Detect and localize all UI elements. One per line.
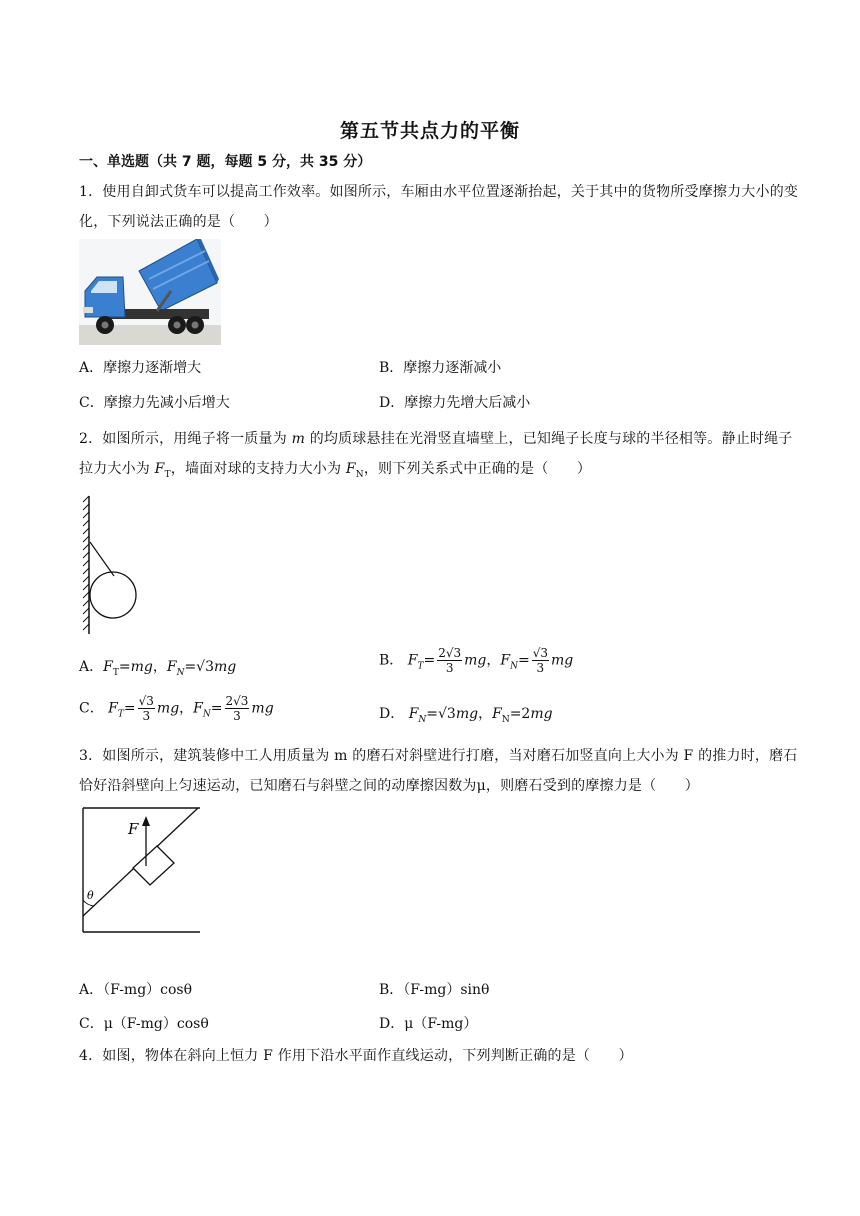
question-1-text: 1．使用自卸式货车可以提高工作效率。如图所示，车厢由水平位置逐渐抬起，关于其中的货物所受摩擦力大小的变化，下列说法正确的是（ ） bbox=[79, 184, 799, 230]
force-label-f: F bbox=[128, 820, 139, 838]
question-3-text: 3．如图所示，建筑装修中工人用质量为 m 的磨石对斜壁进行打磨，当对磨石加竖直向上大小为 F 的推力时，磨石恰好沿斜壁向上匀速运动，已知磨石与斜壁之间的动摩擦因数为μ，则磨石受到的摩擦力是（ ） bbox=[79, 748, 798, 794]
q2-option-d: D． $F_N=√3mg$，$F_N=2mg$ bbox=[379, 706, 553, 725]
question-4-text: 4．如图，物体在斜向上恒力 F 作用下沿水平面作直线运动，下列判断正确的是（ ） bbox=[79, 1048, 633, 1064]
grindstone-incline-diagram bbox=[80, 806, 204, 934]
q1-option-d: D．摩擦力先增大后减小 bbox=[379, 395, 531, 411]
q1-option-c: C．摩擦力先减小后增大 bbox=[79, 395, 230, 411]
page-title: 第五节共点力的平衡 bbox=[339, 120, 520, 142]
q2-option-a: A．$F_T=mg$，$F_N=√3mg$ bbox=[79, 659, 237, 678]
q2-option-c: C． $F_T=$ $\frac{√3}{3}$ mg，$F_N=$ $\frac{2√3}{3}$ mg bbox=[79, 694, 274, 723]
dump-truck-image bbox=[79, 239, 221, 345]
q3-option-a: A．（F-mg）cosθ bbox=[79, 982, 193, 998]
question-2-text: 2．如图所示，用绳子将一质量为 m 的均质球悬挂在光滑竖直墙壁上，已知绳子长度与球的半径相等。静止时绳子拉力大小为 $F_T$，墙面对球的支持力大小为 $F_N$，则下列关系式中正确的是（ ） bbox=[79, 431, 793, 480]
ball-on-wall-diagram bbox=[80, 494, 146, 636]
q3-option-b: B．（F-mg）sinθ bbox=[379, 982, 490, 998]
q3-option-d: D．μ（F-mg） bbox=[379, 1016, 478, 1032]
section-header: 一、单选题（共 7 题，每题 5 分，共 35 分） bbox=[79, 154, 372, 170]
q1-option-b: B．摩擦力逐渐减小 bbox=[379, 360, 502, 376]
q1-option-a: A．摩擦力逐渐增大 bbox=[79, 360, 202, 376]
q3-option-c: C．μ（F-mg）cosθ bbox=[79, 1016, 209, 1032]
q2-option-b: B． $F_T=$ $\frac{2√3}{3}$ mg，$F_N=$ $\frac{√3}{3}$ mg bbox=[379, 646, 574, 675]
angle-label-theta: θ bbox=[87, 889, 94, 902]
